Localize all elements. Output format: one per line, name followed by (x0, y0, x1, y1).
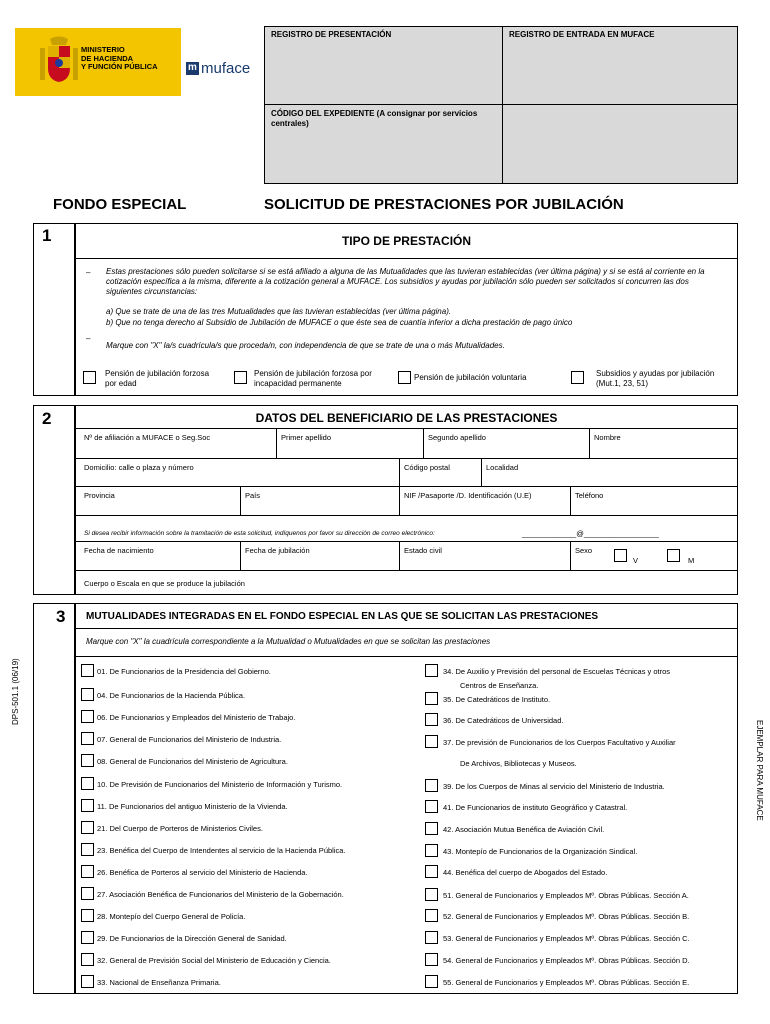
muface-mark-icon: m (186, 62, 199, 75)
checkbox-jubilacion-incapacidad[interactable] (234, 371, 247, 384)
option-jubilacion-incapacidad: Pensión de jubilación forzosa por incapacidad permanente (254, 369, 372, 388)
section-3-number-box (33, 603, 75, 994)
checkbox-mutualidad-left-10[interactable] (81, 887, 94, 900)
province-field[interactable]: Provincia (84, 491, 115, 500)
locality-field[interactable]: Localidad (486, 463, 519, 472)
section-1-cond-b: b) Que no tenga derecho al Subsidio de Jubilación de MUFACE o que éste sea de cuantía inferior a dicha prestación de pago único (106, 318, 573, 327)
mutualidad-left-label: 04. De Funcionarios de la Hacienda Pública. (97, 691, 246, 700)
sex-label: Sexo (575, 546, 593, 555)
section-1-cond-a: a) Que se trate de una de las tres Mutualidades que las tuvieran establecidas (ver última página). (106, 307, 452, 316)
dash-1: – (86, 268, 91, 277)
mutualidad-right-label: 43. Montepío de Funcionarios de la Organización Sindical. (443, 847, 638, 856)
copy-note: EJEMPLAR PARA MUFACE (755, 720, 764, 821)
checkbox-mutualidad-right-2[interactable] (425, 692, 438, 705)
ministry-line-3: Y FUNCIÓN PÚBLICA (81, 62, 158, 71)
checkbox-mutualidad-right-6[interactable] (425, 779, 438, 792)
mutualidad-left-label: 28. Montepío del Cuerpo General de Policía. (97, 912, 246, 921)
email-field[interactable]: _____________@__________________ (522, 529, 659, 538)
nif-field[interactable]: NIF /Pasaporte /D. Identificación (U.E) (404, 491, 532, 500)
mutualidad-right-label: 51. General de Funcionarios y Empleados Mº. Obras Públicas. Sección A. (443, 891, 689, 900)
sex-m-label: M (688, 556, 695, 565)
mutualidad-left-label: 06. De Funcionarios y Empleados del Ministerio de Trabajo. (97, 713, 296, 722)
registry-box (264, 26, 738, 184)
checkbox-mutualidad-right-7[interactable] (425, 800, 438, 813)
checkbox-mutualidad-right-8[interactable] (425, 822, 438, 835)
mutualidad-left-label: 27. Asociación Benéfica de Funcionarios del Ministerio de la Gobernación. (97, 890, 344, 899)
checkbox-mutualidad-right-10[interactable] (425, 865, 438, 878)
postal-code-field[interactable]: Código postal (404, 463, 450, 472)
checkbox-mutualidad-left-0[interactable] (81, 664, 94, 677)
mutualidad-left-label: 07. General de Funcionarios del Ministerio de Industria. (97, 735, 282, 744)
afiliacion-field[interactable]: Nº de afiliación a MUFACE o Seg.Soc (84, 433, 211, 442)
ministry-name (81, 46, 158, 72)
mutualidad-left-label: 33. Nacional de Enseñanza Primaria. (97, 978, 221, 987)
main-title: SOLICITUD DE PRESTACIONES POR JUBILACIÓN (264, 196, 624, 213)
country-field[interactable]: País (245, 491, 261, 500)
registry-entrada: REGISTRO DE ENTRADA EN MUFACE (509, 30, 655, 39)
checkbox-mutualidad-right-15[interactable] (425, 975, 438, 988)
form-code: DPS-501.1 (06/19) (11, 658, 20, 725)
option-subsidios: Subsidios y ayudas por jubilación (Mut.1, 23, 51) (596, 369, 715, 388)
checkbox-mutualidad-left-14[interactable] (81, 975, 94, 988)
expediente-code: CÓDIGO DEL EXPEDIENTE (A consignar por servicios centrales) (271, 109, 478, 128)
section-1-mark-instruction: Marque con "X" la/s cuadrícula/s que proceda/n, con independencia de que se trate de una o más Mutualidades. (106, 341, 505, 350)
checkbox-mutualidad-left-7[interactable] (81, 821, 94, 834)
checkbox-mutualidad-left-6[interactable] (81, 799, 94, 812)
email-note: Si desea recibir información sobre la tramitación de esta solicitud, indíquenos por favor su dirección de correo electrónico: (84, 530, 435, 537)
section-1-number: 1 (42, 226, 52, 245)
mutualidad-left-label: 08. General de Funcionarios del Ministerio de Agricultura. (97, 757, 288, 766)
checkbox-mutualidad-left-4[interactable] (81, 754, 94, 767)
checkbox-jubilacion-voluntaria[interactable] (398, 371, 411, 384)
marital-status-field[interactable]: Estado civil (404, 546, 442, 555)
muface-logo (186, 60, 250, 77)
mutualidad-left-label: 26. Benéfica de Porteros al servicio del Ministerio de Hacienda. (97, 868, 308, 877)
sex-v-label: V (633, 556, 639, 565)
checkbox-mutualidad-right-12[interactable] (425, 909, 438, 922)
mutualidad-left-label: 29. De Funcionarios de la Dirección General de Sanidad. (97, 934, 287, 943)
section-2-number-box (33, 405, 75, 595)
checkbox-mutualidad-right-9[interactable] (425, 844, 438, 857)
mutualidad-right-label: 55. General de Funcionarios y Empleados Mº. Obras Públicas. Sección E. (443, 978, 690, 987)
checkbox-mutualidad-right-0[interactable] (425, 664, 438, 677)
mutualidad-left-label: 32. General de Previsión Social del Ministerio de Educación y Ciencia. (97, 956, 331, 965)
dash-2: – (86, 334, 91, 343)
checkbox-sex-m[interactable] (667, 549, 680, 562)
mutualidad-right-label: 37. De previsión de Funcionarios de los Cuerpos Facultativo y Auxiliar (443, 738, 676, 747)
section-3-instruction: Marque con "X" la cuadrícula correspondiente a la Mutualidad o Mutualidades en que se solicitan las prestaciones (86, 637, 491, 646)
mutualidad-right-label: 39. De los Cuerpos de Minas al servicio del Ministerio de Industria. (443, 782, 665, 791)
mutualidad-right-label: 34. De Auxilio y Previsión del personal de Escuelas Técnicas y otros (443, 667, 671, 676)
section-1-title: TIPO DE PRESTACIÓN (341, 234, 472, 248)
checkbox-mutualidad-left-1[interactable] (81, 688, 94, 701)
name-field[interactable]: Nombre (594, 433, 621, 442)
mutualidad-right-label: 41. De Funcionarios de instituto Geográfico y Catastral. (443, 803, 628, 812)
mutualidad-left-label: 10. De Previsión de Funcionarios del Ministerio de Información y Turismo. (97, 780, 343, 789)
checkbox-mutualidad-left-5[interactable] (81, 777, 94, 790)
mutualidad-right-label: 52. General de Funcionarios y Empleados Mº. Obras Públicas. Sección B. (443, 912, 690, 921)
birth-date-field[interactable]: Fecha de nacimiento (84, 546, 154, 555)
first-surname-field[interactable]: Primer apellido (281, 433, 332, 442)
phone-field[interactable]: Teléfono (575, 491, 604, 500)
option-jubilacion-voluntaria: Pensión de jubilación voluntaria (414, 373, 527, 382)
checkbox-mutualidad-right-4[interactable] (425, 735, 438, 748)
checkbox-mutualidad-left-8[interactable] (81, 843, 94, 856)
option-jubilacion-edad: Pensión de jubilación forzosa por edad (105, 369, 210, 388)
mutualidad-left-label: 01. De Funcionarios de la Presidencia del Gobierno. (97, 667, 271, 676)
checkbox-jubilacion-edad[interactable] (83, 371, 96, 384)
section-2-number: 2 (42, 409, 52, 428)
mutualidad-right-label: Centros de Enseñanza. (460, 681, 539, 690)
mutualidad-right-label: 42. Asociación Mutua Benéfica de Aviación Civil. (443, 825, 605, 834)
mutualidad-right-label: 54. General de Funcionarios y Empleados Mº. Obras Públicas. Sección D. (443, 956, 690, 965)
checkbox-mutualidad-right-3[interactable] (425, 713, 438, 726)
mutualidad-right-label: 53. General de Funcionarios y Empleados Mº. Obras Públicas. Sección C. (443, 934, 690, 943)
checkbox-mutualidad-left-3[interactable] (81, 732, 94, 745)
checkbox-mutualidad-right-13[interactable] (425, 931, 438, 944)
ministry-logo (15, 28, 181, 96)
checkbox-mutualidad-left-2[interactable] (81, 710, 94, 723)
second-surname-field[interactable]: Segundo apellido (428, 433, 486, 442)
section-1-number-box (33, 223, 75, 396)
checkbox-mutualidad-left-9[interactable] (81, 865, 94, 878)
checkbox-subsidios[interactable] (571, 371, 584, 384)
mutualidad-left-label: 21. Del Cuerpo de Porteros de Ministerios Civiles. (97, 824, 263, 833)
section-3-number: 3 (56, 607, 66, 626)
address-field[interactable]: Domicilio: calle o plaza y número (84, 463, 194, 472)
section-1-intro: Estas prestaciones sólo pueden solicitarse si se está afiliado a alguna de las Mutualidades que las tuvieran establecidas (ver última página) y si se está al corriente en la cotización específica a la misma, diferente a la cotización general a MUFACE. Los subsidios y ayudas por jubilación sólo pueden ser solicitados si concurren las dos siguientes circunstancias: (106, 267, 705, 296)
muface-brand: muface (201, 60, 251, 77)
mutualidad-left-label: 23. Benéfica del Cuerpo de Intendentes al servicio de la Hacienda Pública. (97, 846, 346, 855)
checkbox-mutualidad-left-13[interactable] (81, 953, 94, 966)
checkbox-mutualidad-left-12[interactable] (81, 931, 94, 944)
fondo-especial-title: FONDO ESPECIAL (53, 196, 187, 213)
ministry-line-1: MINISTERIO (81, 45, 125, 54)
section-3-title: MUTUALIDADES INTEGRADAS EN EL FONDO ESPECIAL EN LAS QUE SE SOLICITAN LAS PRESTACIONES (86, 611, 599, 622)
mutualidad-right-label: 36. De Catedráticos de Universidad. (443, 716, 564, 725)
checkbox-mutualidad-right-14[interactable] (425, 953, 438, 966)
mutualidad-right-label: 44. Benéfica del cuerpo de Abogados del Estado. (443, 868, 608, 877)
checkbox-mutualidad-right-11[interactable] (425, 888, 438, 901)
ministry-line-2: DE HACIENDA (81, 53, 134, 63)
mutualidad-right-label: De Archivos, Bibliotecas y Museos. (460, 759, 577, 768)
checkbox-sex-v[interactable] (614, 549, 627, 562)
coat-of-arms-icon (37, 36, 81, 88)
cuerpo-field[interactable]: Cuerpo o Escala en que se produce la jubilación (84, 579, 245, 588)
mutualidad-right-label: 35. De Catedráticos de Instituto. (443, 695, 551, 704)
section-2-title: DATOS DEL BENEFICIARIO DE LAS PRESTACIONES (255, 411, 558, 425)
mutualidad-left-label: 11. De Funcionarios del antiguo Ministerio de la Vivienda. (97, 802, 288, 811)
retirement-date-field[interactable]: Fecha de jubilación (245, 546, 310, 555)
registry-presentacion: REGISTRO DE PRESENTACIÓN (271, 30, 392, 39)
checkbox-mutualidad-left-11[interactable] (81, 909, 94, 922)
